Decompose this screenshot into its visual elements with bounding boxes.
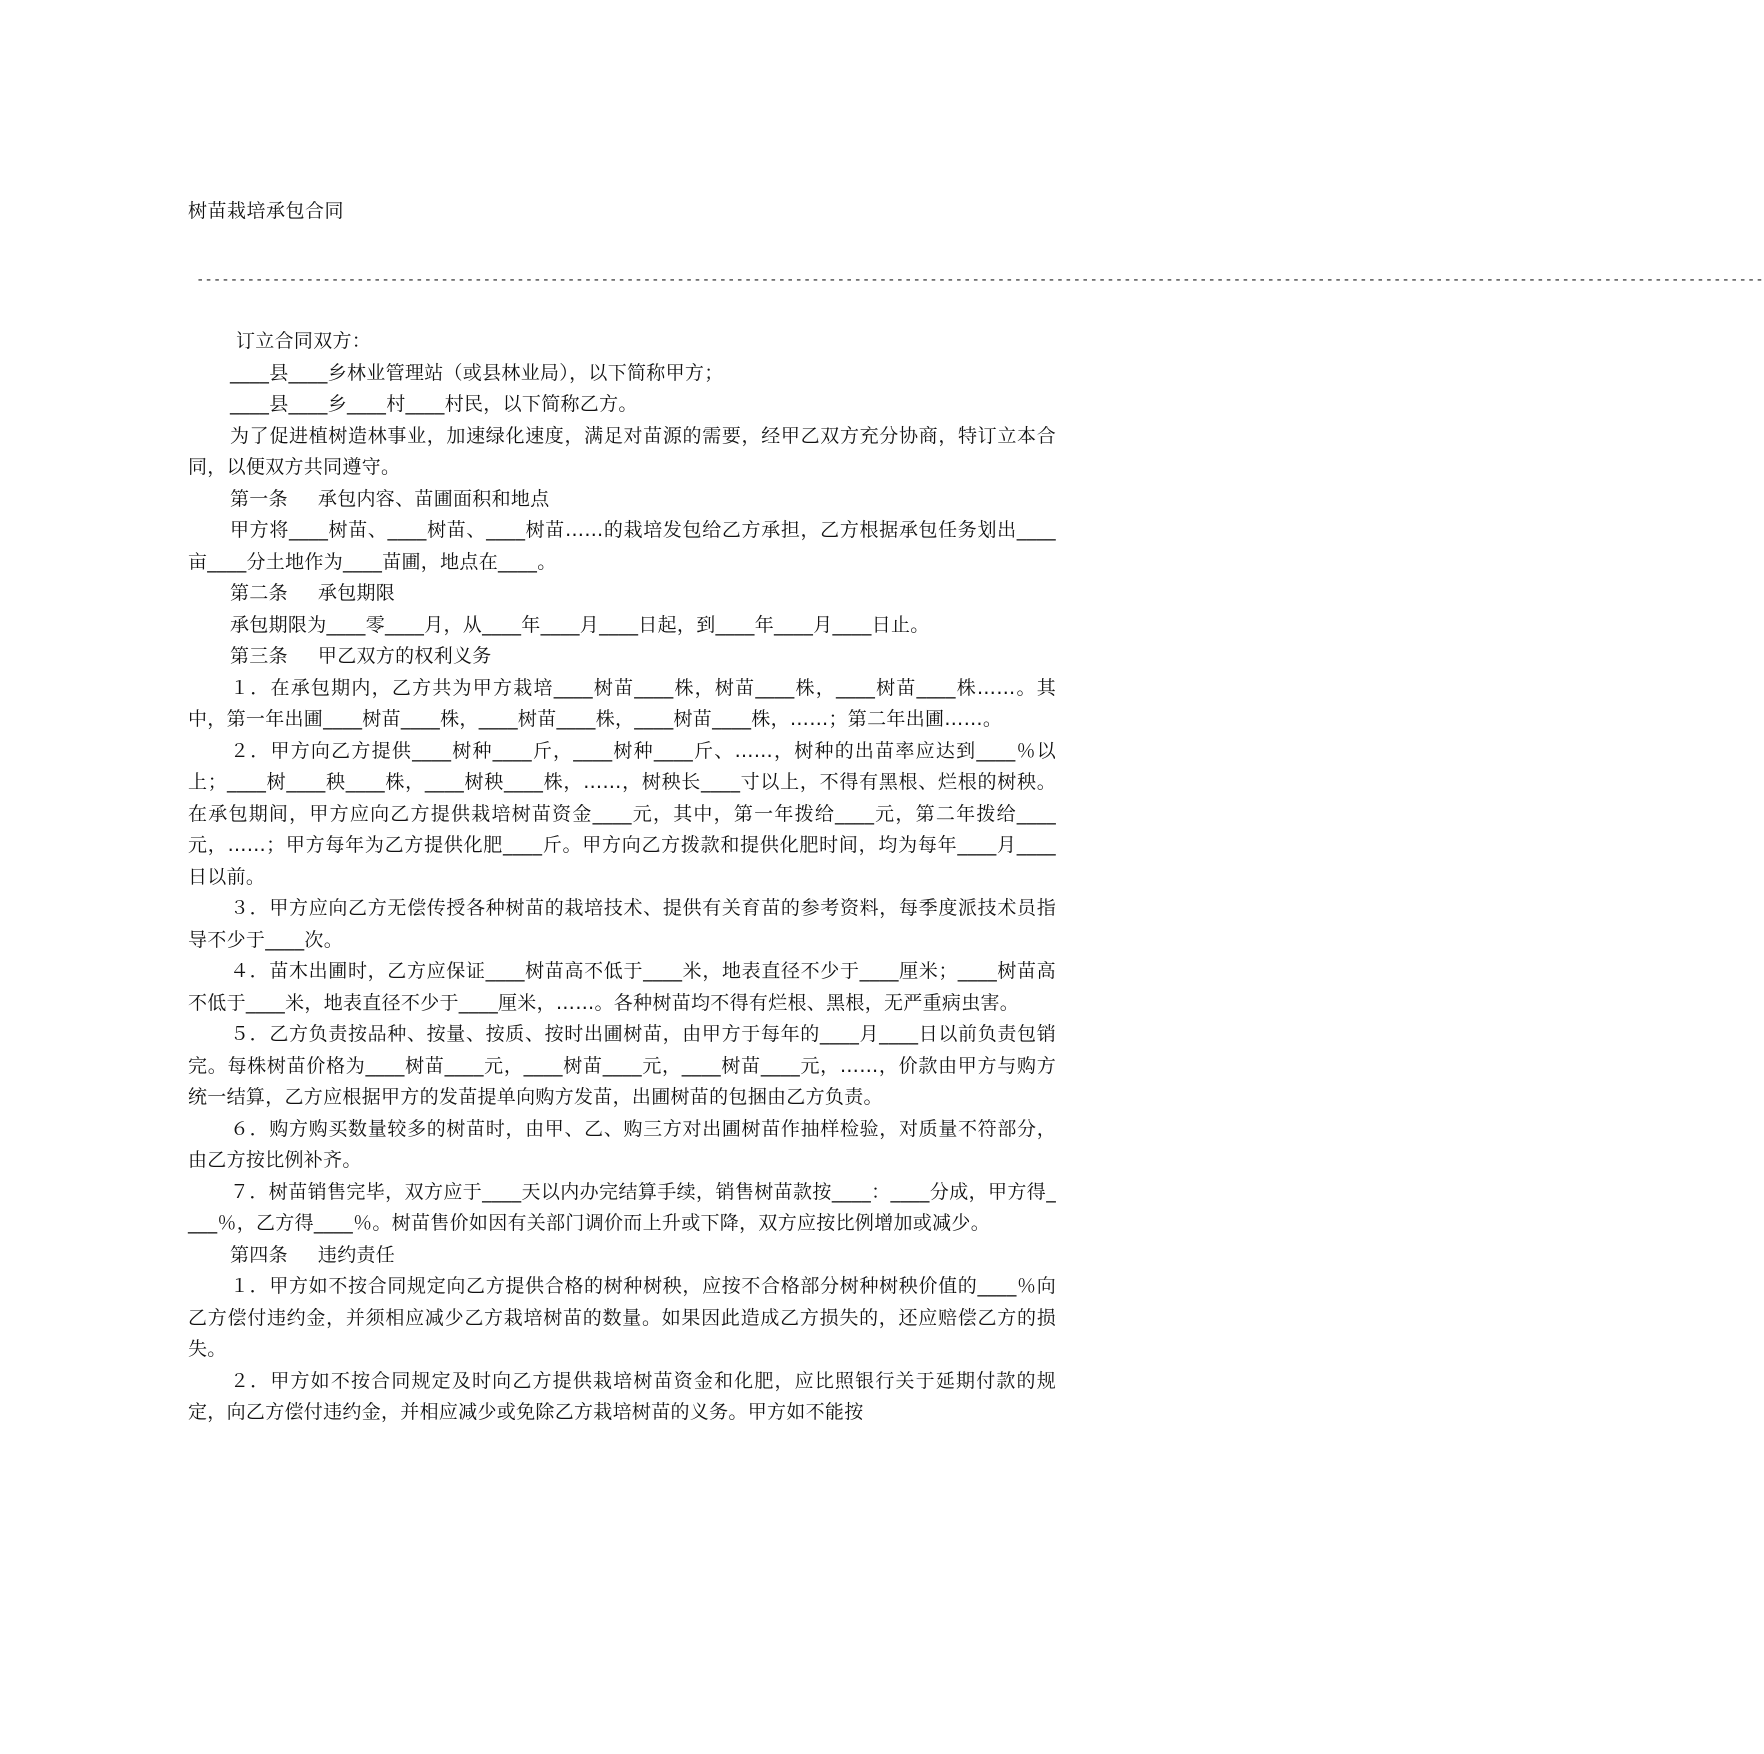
article-4-heading [188,1240,1056,1272]
article-4-clause-1: １．甲方如不按合同规定向乙方提供合格的树种树秧，应按不合格部分树种树秧价值的____％向乙方偿付违约金，并须相应减少乙方栽培树苗的数量。如果因此造成乙方损失的，还应赔偿乙方的损失。 [188,1275,1056,1360]
article-3-clause-6: ６．购方购买数量较多的树苗时，由甲、乙、购三方对出圃树苗作抽样检验，对质量不符部分，由乙方按比例补齐。 [188,1117,1056,1171]
article-2-heading [188,578,1056,610]
article-4-title: 违约责任 [317,1243,396,1266]
article-3-title: 甲乙双方的权利义务 [317,645,492,667]
article-3-clause-4: ４．苗木出圃时，乙方应保证____树苗高不低于____米，地表直径不少于____厘米；____树苗高不低于____米，地表直径不少于____厘米，……。各种树苗均不得有烂根、黑根，无严重病虫害。 [188,960,1056,1014]
party-b-line: ____县____乡____村____村民，以下简称乙方。 [230,393,638,415]
article-3-number: 第三条 [230,645,288,667]
article-3-clause-7: ７．树苗销售完毕，双方应于____天以内办完结算手续，销售树苗款按____：____分成，甲方得____％，乙方得____％。树苗售价如因有关部门调价而上升或下降，双方应按比例增加或减少。 [188,1180,1056,1234]
article-2-title: 承包期限 [317,582,396,604]
article-3-clause-5: ５．乙方负责按品种、按量、按质、按时出圃树苗，由甲方于每年的____月____日以前负责包销完。每株树苗价格为____树苗____元，____树苗____元，____树苗____元，……，价款由甲方与购方统一结算，乙方应根据甲方的发苗提单向购方发苗，出圃树苗的包捆由乙方负责。 [188,1023,1056,1108]
article-3-heading [188,641,1056,673]
article-3-clause-1: １．在承包期内，乙方共为甲方栽培____树苗____株，树苗____株，____树苗____株……。其中，第一年出圃____树苗____株，____树苗____株，____树苗____株，……；第二年出圃……。 [188,676,1056,730]
party-a-line: ____县____乡林业管理站（或县林业局），以下简称甲方； [230,361,724,384]
parties-heading: 订立合同双方： [236,330,372,352]
article-4-number: 第四条 [230,1243,288,1266]
article-1-heading [188,484,1056,516]
article-2-number: 第二条 [230,582,288,604]
article-4-clause-2: ２．甲方如不按合同规定及时向乙方提供栽培树苗资金和化肥，应比照银行关于延期付款的规定，向乙方偿付违约金，并相应减少或免除乙方栽培树苗的义务。甲方如不能按 [188,1369,1056,1423]
article-3-clause-3: ３．甲方应向乙方无偿传授各种树苗的栽培技术、提供有关育苗的参考资料，每季度派技术员指导不少于____次。 [188,897,1056,951]
article-1-text: 甲方将____树苗、____树苗、____树苗……的栽培发包给乙方承担，乙方根据承包任务划出____亩____分土地作为____苗圃，地点在____。 [188,519,1056,573]
article-3-clause-2: ２．甲方向乙方提供____树种____斤，____树种____斤、……，树种的出苗率应达到____％以上；____树____秧____株，____树秧____株，……，树秧长____寸以上，不得有黑根、烂根的树秧。在承包期间，甲方应向乙方提供栽培树苗资金____元，其中，第一年拨给____元，第二年拨给____元，……；甲方每年为乙方提供化肥____斤。甲方向乙方拨款和提供化肥时间，均为每年____月____日以前。 [188,739,1056,888]
article-1-number: 第一条 [230,487,288,510]
document-body [188,326,1056,1429]
preamble-paragraph: 为了促进植树造林事业，加速绿化速度，满足对苗源的需要，经甲乙双方充分协商，特订立本合同，以便双方共同遵守。 [188,424,1056,478]
article-1-title: 承包内容、苗圃面积和地点 [317,487,550,510]
dashed-divider: ------------------------------------------------------------------------------------------------------------------------------------------------------------------------------------------ [196,272,1764,288]
document-title: 树苗栽培承包合同 [188,200,345,222]
article-2-text: 承包期限为____零____月，从____年____月____日起，到____年____月____日止。 [230,613,930,636]
